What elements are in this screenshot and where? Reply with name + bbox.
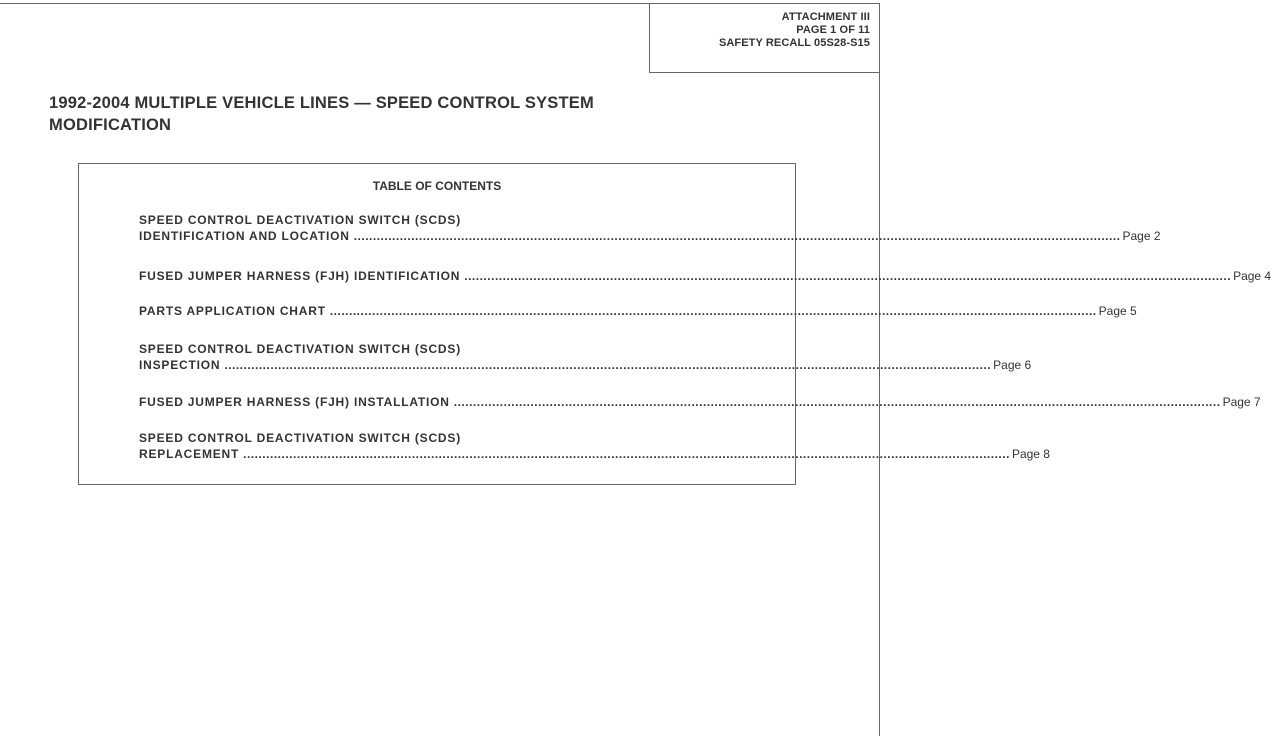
toc-heading: TABLE OF CONTENTS: [372, 179, 502, 193]
toc-entry-title-line: SPEED CONTROL DEACTIVATION SWITCH (SCDS): [139, 431, 462, 445]
toc-dot-leader: ........................................................................................................................................................................................................: [353, 229, 1121, 243]
toc-page-number: Page 8: [1011, 447, 1050, 461]
toc-entry-parts-application: [139, 303, 1137, 319]
toc-page-number: Page 2: [1122, 229, 1161, 243]
toc-entry-label: FUSED JUMPER HARNESS (FJH) IDENTIFICATION: [139, 269, 461, 283]
toc-dot-leader: ........................................................................................................................................................................................................: [243, 447, 1010, 461]
toc-page-number: Page 7: [1222, 395, 1261, 409]
toc-entry-scds-identification: [139, 212, 1161, 244]
toc-entry-title-line: SPEED CONTROL DEACTIVATION SWITCH (SCDS): [139, 213, 462, 227]
toc-entry-label: FUSED JUMPER HARNESS (FJH) INSTALLATION: [139, 395, 450, 409]
toc-page-number: Page 6: [993, 358, 1032, 372]
toc-entry-title-line: SPEED CONTROL DEACTIVATION SWITCH (SCDS): [139, 342, 462, 356]
toc-entry-fjh-identification: [139, 268, 1271, 284]
table-of-contents-box: [78, 163, 1271, 485]
document-title: 1992-2004 MULTIPLE VEHICLE LINES — SPEED CONTROL SYSTEM MODIFICATION: [49, 94, 594, 134]
toc-entry-label: IDENTIFICATION AND LOCATION: [139, 229, 350, 243]
toc-entry-scds-replacement: [139, 430, 1050, 462]
toc-entry-label: INSPECTION: [139, 358, 221, 372]
toc-dot-leader: ........................................................................................................................................................................................................: [464, 269, 1232, 283]
toc-dot-leader: ........................................................................................................................................................................................................: [329, 304, 1097, 318]
toc-entry-fjh-installation: [139, 394, 1261, 410]
toc-page-number: Page 5: [1098, 304, 1137, 318]
attachment-header-box: [649, 3, 879, 73]
toc-entry-scds-inspection: [139, 341, 1032, 373]
attachment-label: ATTACHMENT III: [781, 11, 870, 23]
toc-dot-leader: ........................................................................................................................................................................................................: [453, 395, 1221, 409]
recall-number-label: SAFETY RECALL 05S28-S15: [718, 37, 870, 49]
toc-entry-label: REPLACEMENT: [139, 447, 240, 461]
page-count-label: PAGE 1 OF 11: [796, 24, 870, 36]
toc-page-number: Page 4: [1233, 269, 1271, 283]
toc-entry-label: PARTS APPLICATION CHART: [139, 304, 326, 318]
toc-dot-leader: ........................................................................................................................................................................................................: [224, 358, 992, 372]
